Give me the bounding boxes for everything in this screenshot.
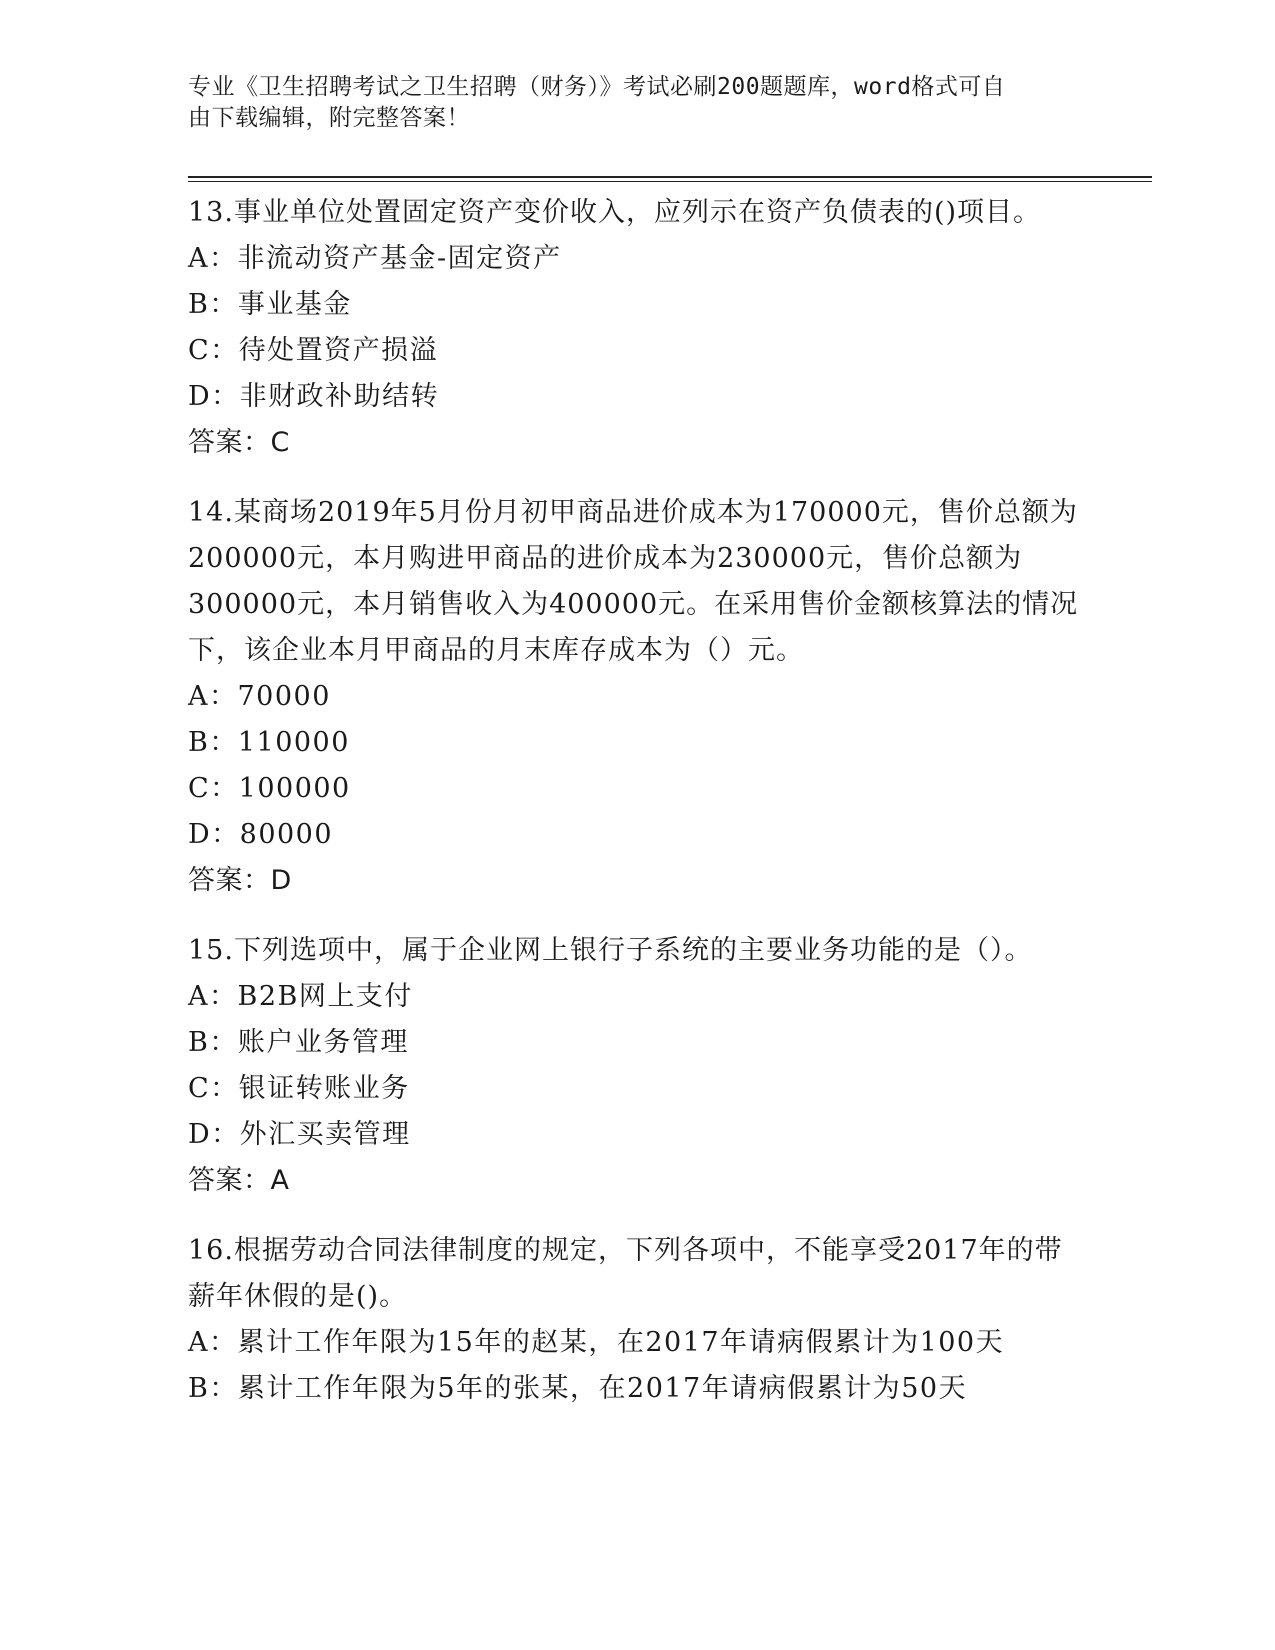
option-c: C：银证转账业务 [188, 1073, 410, 1104]
question-16 [188, 1228, 1088, 1412]
option-d: D：80000 [188, 819, 334, 850]
option-a: A：累计工作年限为15年的赵某，在2017年请病假累计为100天 [188, 1327, 1005, 1358]
option-d: D：外汇买卖管理 [188, 1119, 411, 1150]
question-15 [188, 928, 1088, 1204]
option-b: B：累计工作年限为5年的张某，在2017年请病假累计为50天 [188, 1373, 968, 1404]
question-stem: 16.根据劳动合同法律制度的规定，下列各项中，不能享受2017年的带薪年休假的是()。 [188, 1235, 1063, 1312]
header-line-2: 由下载编辑，附完整答案！ [188, 105, 470, 131]
option-c: C：待处置资产损溢 [188, 335, 439, 366]
option-a: A：70000 [188, 681, 331, 712]
option-b: B：账户业务管理 [188, 1027, 409, 1058]
option-b: B：110000 [188, 727, 350, 758]
option-b: B：事业基金 [188, 289, 352, 320]
option-d: D：非财政补助结转 [188, 381, 440, 412]
header-line-1: 专业《卫生招聘考试之卫生招聘（财务）》考试必刷200题题库，word格式可自 [188, 74, 1006, 100]
question-13 [188, 190, 1088, 466]
option-a: A：非流动资产基金-固定资产 [188, 243, 562, 274]
header-divider-thin [188, 181, 1152, 182]
answer-label: 答案：A [188, 1165, 290, 1196]
option-a: A：B2B网上支付 [188, 981, 413, 1012]
question-list [188, 190, 1088, 1436]
header-divider-thick [188, 176, 1152, 178]
question-stem: 14.某商场2019年5月份月初甲商品进价成本为170000元，售价总额为200000元，本月购进甲商品的进价成本为230000元，售价总额为300000元，本月销售收入为400000元。在采用售价金额核算法的情况下，该企业本月甲商品的月末库存成本为（）元。 [188, 497, 1079, 666]
answer-label: 答案：C [188, 427, 290, 458]
question-14 [188, 490, 1088, 904]
question-stem: 15.下列选项中，属于企业网上银行子系统的主要业务功能的是（）。 [188, 935, 1033, 966]
answer-label: 答案：D [188, 865, 292, 896]
option-c: C：100000 [188, 773, 351, 804]
question-stem: 13.事业单位处置固定资产变价收入，应列示在资产负债表的()项目。 [188, 197, 1042, 228]
document-header [188, 72, 1088, 134]
